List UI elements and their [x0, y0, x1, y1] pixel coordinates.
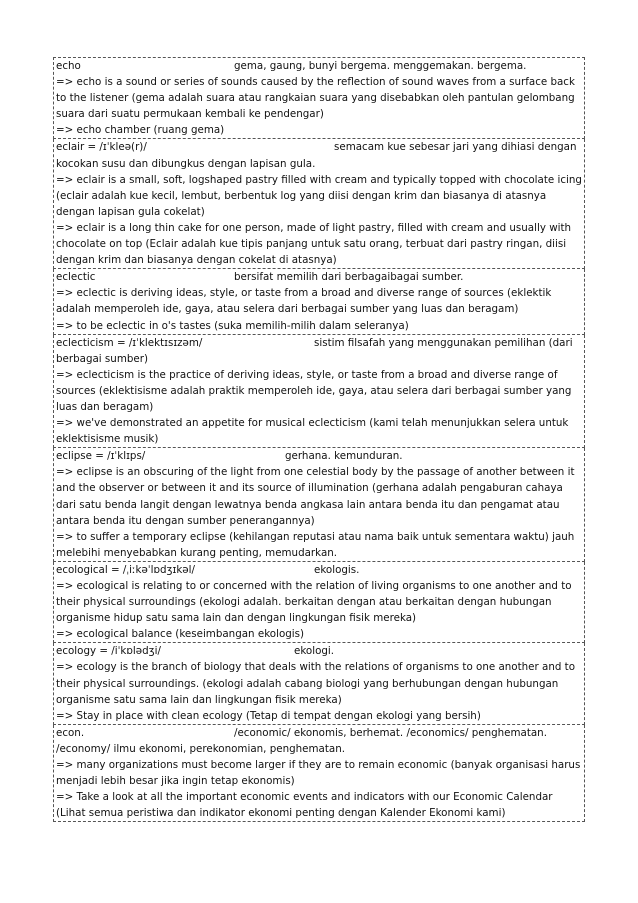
entry-term: echo: [56, 60, 81, 72]
entry-term: eclipse = /ɪˈklɪps/: [56, 450, 146, 463]
entry-example: => ecology is the branch of biology that deals with the relations of organisms to one another and to their physical surroundings. (ekologi adalah cabang biologi yang berhubungan dengan hubungan organisme satu sama lain dan lingkungan fisik mereka): [56, 661, 575, 706]
entry-example: => eclecticism is the practice of deriving ideas, style, or taste from a broad and diverse range of sources (eklektisisme adalah praktik memperoleh ide, gaya, atau selera dari berbagai sumber yang luas dan beragam): [56, 368, 572, 413]
entry-meaning-continued: kocokan susu dan dibungkus dengan lapisan gula.: [56, 157, 316, 170]
entry-example: => we've demonstrated an appetite for musical eclecticism (kami telah menunjukkan selera untuk eklektisisme musik): [56, 417, 569, 446]
entry-example: => eclectic is deriving ideas, style, or taste from a broad and diverse range of sources (eklektik adalah memperoleh ide, gaya, atau selera dari berbagai sumber yang luas dan beragam): [56, 287, 552, 316]
dictionary-entry: [53, 269, 585, 334]
dictionary-entry: [53, 139, 585, 269]
entry-meaning: ekologi.: [294, 645, 335, 658]
dictionary-entry: [53, 725, 585, 823]
entry-term: eclair = /ɪˈkleə(r)/: [56, 141, 147, 154]
entry-term: eclecticism = /ɪˈklektɪsɪzəm/: [56, 336, 203, 349]
entry-headline: [56, 562, 582, 578]
dictionary-sheet: [53, 57, 585, 822]
dictionary-entry: [53, 562, 585, 643]
entry-headline: [56, 335, 582, 351]
entry-headline: [56, 58, 582, 74]
dictionary-entry: [53, 448, 585, 562]
entry-term: econ.: [56, 726, 85, 739]
entry-meaning-continued: /economy/ ilmu ekonomi, perekonomian, penghematan.: [56, 742, 345, 755]
entry-meaning: bersifat memilih dari berbagaibagai sumber.: [234, 271, 464, 284]
entry-term: ecological = /ˌiːkəˈlɒdʒɪkəl/: [56, 563, 195, 576]
entry-term: eclectic: [56, 271, 96, 284]
dictionary-entry: [53, 57, 585, 139]
entry-term: ecology = /iˈkɒlədʒi/: [56, 645, 161, 658]
entry-example: => eclipse is an obscuring of the light from one celestial body by the passage of another between it and the observer or between it and its source of illumination (gerhana adalah pengaburan cahaya dari satu benda langit dengan lewatnya benda angkasa lain antara benda itu dan pengamat atau antara benda itu dengan sumber penerangannya): [56, 466, 575, 527]
entry-headline: [56, 269, 582, 285]
entry-example: => ecological is relating to or concerned with the relation of living organisms to one another and to their physical surroundings (ekologi adalah. berkaitan dengan atau berkaitan dengan hubungan organisme hidup satu sama lain dan dengan lingkungan fisik mereka): [56, 580, 572, 625]
entry-meaning: /economic/ ekonomis, berhemat. /economics/ penghematan.: [234, 726, 547, 739]
entry-example: => echo is a sound or series of sounds caused by the reflection of sound waves from a surface back to the listener (gema adalah suara atau rangkaian suara yang disebabkan oleh pantulan gelombang suara dari suatu permukaan kembali ke pendengar): [56, 76, 575, 121]
entry-example: => eclair is a small, soft, logshaped pastry filled with cream and typically topped with chocolate icing (eclair adalah kue kecil, lembut, berbentuk log yang diisi dengan krim dan biasanya di atasnya dengan lapisan gula cokelat): [56, 173, 582, 218]
entry-example: => to suffer a temporary eclipse (kehilangan reputasi atau nama baik untuk sementara waktu) jauh melebihi menyebabkan kurang penting, memudarkan.: [56, 530, 575, 559]
entry-headline: [56, 139, 582, 155]
entry-headline: [56, 725, 582, 741]
entry-example: => to be eclectic in o's tastes (suka memilih-milih dalam seleranya): [56, 319, 409, 332]
entry-meaning: sistim filsafah yang menggunakan pemilihan (dari: [314, 336, 573, 349]
entry-headline: [56, 643, 582, 659]
entry-example: => Take a look at all the important economic events and indicators with our Economic Calendar (Lihat semua peristiwa dan indikator ekonomi penting dengan Kalender Ekonomi kami): [56, 791, 553, 820]
entry-meaning: semacam kue sebesar jari yang dihiasi dengan: [334, 141, 577, 154]
dictionary-entry: [53, 643, 585, 724]
entry-meaning: gerhana. kemunduran.: [285, 450, 403, 463]
entry-meaning: gema, gaung, bunyi bergema. menggemakan. bergema.: [234, 60, 527, 72]
entry-example: => many organizations must become larger if they are to remain economic (banyak organisasi harus menjadi lebih besar jika ingin tetap ekonomis): [56, 759, 581, 788]
entry-meaning: ekologis.: [314, 563, 360, 576]
dictionary-entry: [53, 335, 585, 449]
entry-headline: [56, 448, 582, 464]
entry-meaning-continued: berbagai sumber): [56, 352, 148, 365]
entry-example: => ecological balance (keseimbangan ekologis): [56, 628, 305, 641]
entry-example: => Stay in place with clean ecology (Tetap di tempat dengan ekologi yang bersih): [56, 709, 481, 722]
entry-example: => echo chamber (ruang gema): [56, 124, 225, 137]
entry-example: => eclair is a long thin cake for one person, made of light pastry, filled with cream and usually with chocolate on top (Eclair adalah kue tipis panjang untuk satu orang, terbuat dari pastry ringan, diisi dengan krim dan biasanya dengan cokelat di atasnya): [56, 221, 572, 267]
